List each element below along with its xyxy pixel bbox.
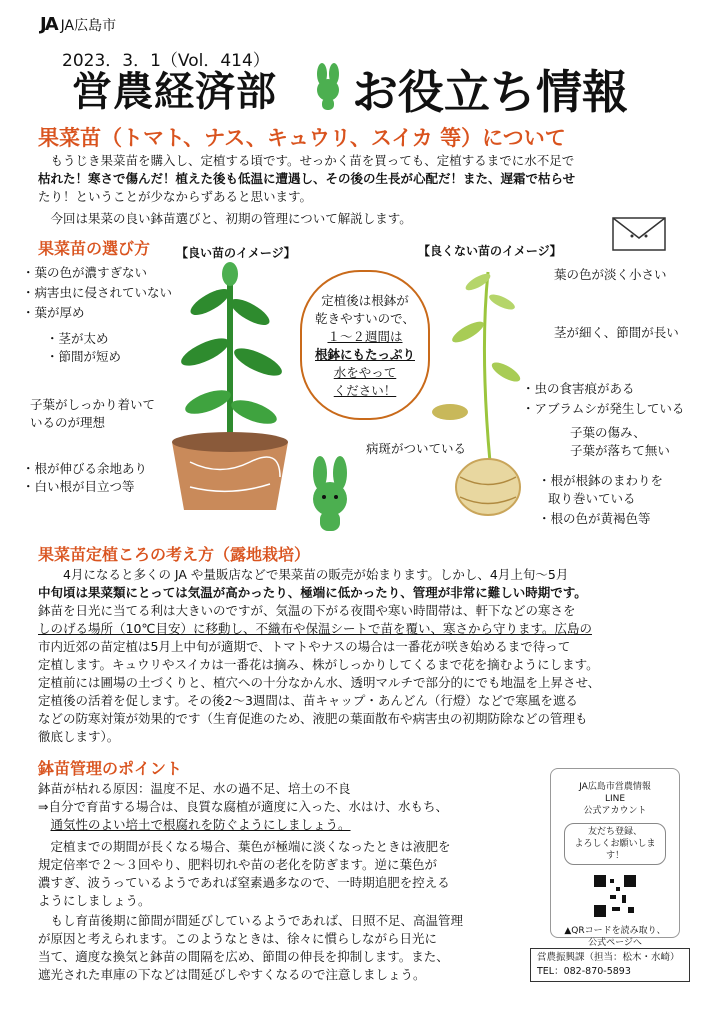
bubble-line: 乾きやすいので、 <box>315 311 415 326</box>
page-title-info: お役立ち情報 <box>352 65 628 119</box>
bad-label: 茎が細く、節間が長い <box>554 325 679 340</box>
ja-logo <box>40 14 116 35</box>
management-line: ようにしましょう。 <box>38 893 151 908</box>
planting-line: 徹底します）。 <box>38 729 120 744</box>
good-label: いるのが理想 <box>30 415 106 430</box>
contact-tel: TEL：082-870-5893 <box>537 966 631 977</box>
line-box-note: ▲QRコードを読み取り、 <box>564 926 666 936</box>
planting-line: 中旬頃は果菜類にとっては気温が高かったり、極端に低かったり、管理が非常に難しい時期です。 <box>38 585 587 600</box>
management-line: 定植までの期間が長くなる場合、葉色が極端に淡くなったときは液肥を <box>50 839 451 854</box>
management-line: ⇒自分で育苗する場合は、良質な腐植が適度に入った、水はけ、水もち、 <box>38 799 448 814</box>
planting-line: などの防寒対策が効果的です（生育促進のため、液肥の葉面散布や病害虫の初期防除などの管理も <box>38 711 588 726</box>
line-box-title: LINE <box>604 794 626 804</box>
bad-label: 子葉の傷み、 <box>570 425 646 440</box>
bad-label: 葉の色が淡く小さい <box>554 267 667 282</box>
main-heading: 果菜苗（トマト、ナス、キュウリ、スイカ 等）について <box>38 126 566 150</box>
intro-line-3: たり！ということが少なからずあると思います。 <box>38 189 313 204</box>
section-heading-selection: 果菜苗の選び方 <box>38 239 151 258</box>
management-line: 遮光された車庫の下などは間延びしやすくなるので注意しましょう。 <box>38 967 426 982</box>
good-label: ・葉が厚め <box>22 305 85 320</box>
bubble-line: 定植後は根鉢が <box>321 293 409 308</box>
bad-label: ・アブラムシが発生している <box>522 401 685 416</box>
line-box-bubble <box>564 823 666 865</box>
rabbit-mascot-icon <box>308 62 348 112</box>
good-label: 子葉がしっかり着いて <box>30 397 156 412</box>
good-label: ・病害虫に侵されていない <box>22 285 173 300</box>
management-line: 通気性のよい培土で根腐れを防ぐようにしましょう。 <box>50 817 351 832</box>
qr-code-icon[interactable] <box>592 873 638 919</box>
planting-line: 市内近郊の苗定植は5月上中旬が適期で、トマトやナスの場合は一番花が咲き始めるまで待って <box>38 639 571 654</box>
section-heading-management: 鉢苗管理のポイント <box>38 759 183 778</box>
management-line: もし育苗後期に節間が間延びしているようであれば、日照不足、高温管理 <box>50 913 464 928</box>
line-box-bubble-text: 友だち登録、 <box>587 827 642 837</box>
planting-line: 鉢苗を日光に当てる利は大きいのですが、気温の下がる夜間や寒い時間帯は、軒下などの寒さを <box>38 603 576 618</box>
line-box-title: 公式アカウント <box>583 806 647 816</box>
good-label: ・根が伸びる余地あり <box>22 461 148 476</box>
management-line: 規定倍率で２～３回やり、肥料切れや苗の老化を防ぎます。逆に葉色が <box>38 857 438 872</box>
bubble-line: 水をやって <box>333 365 397 380</box>
contact-dept: 営農振興課（担当：松木・水崎） <box>537 952 680 963</box>
line-box-title: JA広島市営農情報 <box>579 782 651 792</box>
line-box-note: 公式ページへ <box>588 938 642 948</box>
line-account-box <box>550 768 680 948</box>
rabbit-mascot-icon <box>300 455 360 535</box>
intro-line-1: もうじき果菜苗を購入し、定植する頃です。せっかく苗を買っても、定植するまでに水不足で <box>50 153 575 168</box>
good-label: ・葉の色が濃すぎない <box>22 265 148 280</box>
management-line: が原因と考えられます。このようなときは、徐々に慣らしながら日光に <box>38 931 438 946</box>
intro-line-4: 今回は果菜の良い鉢苗選びと、初期の管理について解説します。 <box>50 211 412 226</box>
management-line: 鉢苗が枯れる原因：温度不足、水の過不足、培土の不良 <box>38 781 351 796</box>
bad-label: 子葉が落ちて無い <box>570 443 670 458</box>
bubble-line: １～２週間は <box>327 329 403 344</box>
ja-logo-text: JA広島市 <box>60 17 117 34</box>
planting-line: 定植後の活着を促します。その後2～3週間は、苗キャップ・あんどん（行燈）などで寒風を遮る <box>38 693 578 708</box>
planting-line: 定植します。キュウリやスイカは一番花は摘み、株がしっかりしてくるまで花を摘むようにします。 <box>38 657 599 672</box>
ja-logo-mark: JA <box>40 14 57 35</box>
bubble-line: ください！ <box>333 383 397 398</box>
good-label: ・茎が太め <box>46 331 109 346</box>
bad-label: ・根の色が黄褐色等 <box>538 511 651 526</box>
page-title-dept: 営農経済部 <box>72 69 277 115</box>
planting-line: 4月になると多くの JA や量販店などで果菜苗の販売が始まります。しかし、4月上旬～5月 <box>63 567 569 582</box>
bubble-line: 根鉢にもたっぷり <box>314 347 415 362</box>
section-heading-planting: 果菜苗定植ころの考え方（露地栽培） <box>38 545 311 564</box>
advice-bubble <box>300 270 430 420</box>
bad-label: 病斑がついている <box>366 441 467 456</box>
good-seedling-header: 【良い苗のイメージ】 <box>176 246 296 260</box>
contact-box <box>530 948 690 982</box>
bad-label: 取り巻いている <box>548 491 636 506</box>
planting-line: しのげる場所（10℃目安）に移動し、不織布や保温シートで苗を覆い、寒さから守ります。広島の <box>38 621 592 636</box>
good-seedling-illustration <box>150 262 300 522</box>
management-line: 濃すぎ、波うっているようであれば窒素過多なので、一時期追肥を控える <box>38 875 450 890</box>
envelope-mascot-icon <box>608 210 678 260</box>
date-volume: 2023．3．1（Vol．414） <box>62 51 270 71</box>
bad-label: ・根が根鉢のまわりを <box>538 473 664 488</box>
intro-line-2: 枯れた！寒さで傷んだ！植えた後も低温に遭遇し、その後の生長が心配だ！また、遅霜で枯らせ <box>38 171 576 186</box>
bad-label: ・虫の食害痕がある <box>522 381 635 396</box>
line-box-bubble-text: よろしくお願いします！ <box>574 839 656 861</box>
bad-seedling-header: 【良くない苗のイメージ】 <box>418 244 562 258</box>
management-line: 当て、適度な換気と鉢苗の間隔を広め、節間の伸長を抑制します。また、 <box>38 949 449 964</box>
planting-line: 定植前には圃場の土づくりと、植穴への十分なかん水、透明マルチで部分的にでも地温を上昇させ、 <box>38 675 601 690</box>
good-label: ・白い根が目立つ等 <box>22 479 135 494</box>
good-label: ・節間が短め <box>46 349 122 364</box>
